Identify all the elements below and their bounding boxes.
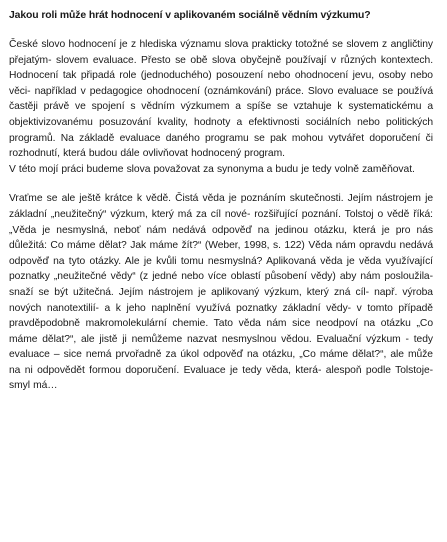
section-heading: Jakou roli může hrát hodnocení v aplikovaném sociálně vědním výzkumu?: [9, 10, 371, 21]
paragraph-synonyma: V této mojí práci budeme slova považovat za synonyma a budu je tedy volně zaměňovat.: [9, 163, 415, 175]
document-page: [9, 9, 433, 394]
paragraph-gap: [9, 177, 433, 191]
paragraph-veda: Vraťme se ale ještě krátce k vědě. Čistá věda je poznáním skutečnosti. Jejím nástrojem je základní „neužitečný“ výzkum, který má za cíl nové- rozšiřující poznání. Tolstoj o vědě říká: „Věda je nesmyslná, neboť nám nedává odpověď na jedinou otázku, která je pro nás důležitá: Co máme dělat? Jak máme žít?“ (Weber, 1998, s. 122) Věda nám opravdu nedává odpověď na tyto otázky. Ale je kvůli tomu nesmyslná? Aplikovaná věda je věda využívající poznatky „neužitečné vědy“ (z jedné nebo více oblastí působení vědy) aby nám posloužila- snaží se být užitečná. Jejím nástrojem je aplikovaný výzkum, který zná cíl- např. výroba nových nanotextilií- a k jeho naplnění využívá poznatky základní vědy- v tomto případě pravděpodobně makromolekulární chemie. Tato věda nám sice neodpoví na otázku „Co máme dělat?“, ale jistě ji nemůžeme nazvat nesmyslnou vědou. Evaluační výzkum - tedy evaluace – sice nemá prvořadně za úkol odpověď na otázku, „Co máme dělat?“, ale může na ni odpovědět formou doporučení. Evaluace je tedy věda, která- alespoň podle Tolstoje- smyl má…: [9, 193, 433, 392]
paragraph-hodnoceni: České slovo hodnocení je z hlediska významu slova prakticky totožné se slovem z angličtiny přejatým- slovem evaluace. Přesto se obě slova obyčejně používají v různých kontextech. Hodnocení tak připadá role (jednoduchého) posouzení nebo ohodnocení jevu, osoby nebo věci- například v pedagogice ohodnocení (oznámkování) práce. Slovo evaluace se používá častěji právě ve spojení s vědním výzkumem a spíše se vztahuje k systematickému a objektivizovanému posuzování kvality, hodnoty a efektivnosti sociálních nebo politických programů. Na základě evaluace daného programu se pak mohou vytvářet doporučení či rozhodnutí, která budou dále ovlivňovat hodnocený program.: [9, 39, 433, 160]
